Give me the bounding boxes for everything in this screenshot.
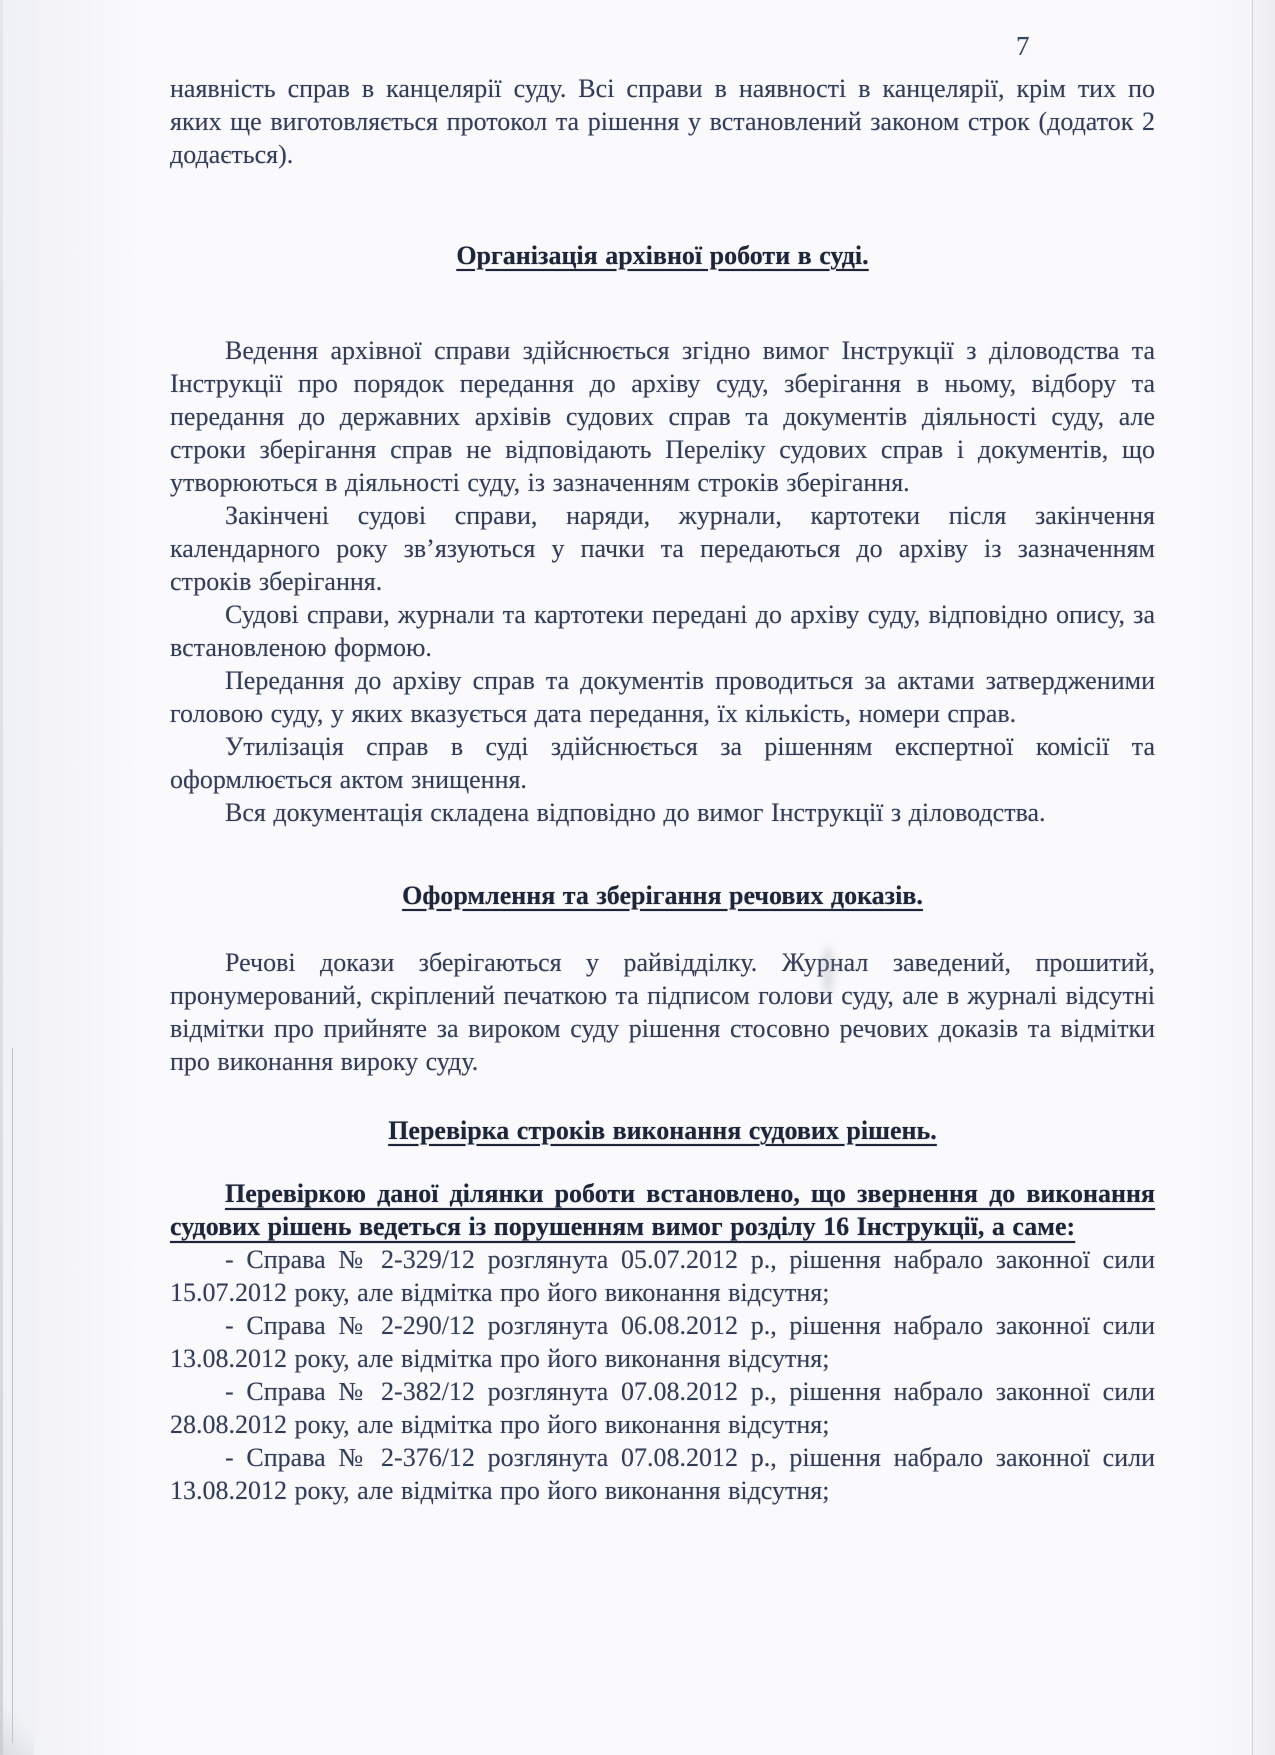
paragraph: Передання до архіву справ та документів проводиться за актами затвердженими головою суду, у яких вказується дата передання, їх кількість, номери справ. <box>170 666 1155 728</box>
paragraph: Закінчені судові справи, наряди, журнали, картотеки після закінчення календарного року зв’язуються у пачки та передаються до архіву із зазначенням строків зберігання. <box>170 501 1155 596</box>
paragraph: Вся документація складена відповідно до вимог Інструкції з діловодства. <box>225 798 1046 827</box>
paragraph: Судові справи, журнали та картотеки передані до архіву суду, відповідно опису, за встановленою формою. <box>170 600 1155 662</box>
case-item: - Справа № 2-329/12 розглянута 05.07.2012 р., рішення набрало законної сили 15.07.2012 року, але відмітка про його виконання відсутня; <box>170 1245 1155 1307</box>
section-heading-archive-work: Організація архівної роботи в суді. <box>456 241 869 270</box>
case-item: - Справа № 2-382/12 розглянута 07.08.2012 р., рішення набрало законної сили 28.08.2012 року, але відмітка про його виконання відсутня; <box>170 1377 1155 1439</box>
page-number: 7 <box>1016 31 1030 61</box>
case-item: - Справа № 2-290/12 розглянута 06.08.2012 р., рішення набрало законної сили 13.08.2012 року, але відмітка про його виконання відсутня; <box>170 1311 1155 1373</box>
case-item: - Справа № 2-376/12 розглянута 07.08.2012 р., рішення набрало законної сили 13.08.2012 року, але відмітка про його виконання відсутня; <box>170 1443 1155 1505</box>
section-heading-execution-terms: Перевірка строків виконання судових рішень. <box>388 1116 937 1145</box>
intro-paragraph: наявність справ в канцелярії суду. Всі справи в наявності в канцелярії, крім тих по яких ще виготовляється протокол та рішення у встановлений законом строк (додаток 2 додається). <box>170 74 1155 169</box>
section-heading-material-evidence: Оформлення та зберігання речових доказів. <box>402 881 923 910</box>
violations-lead-paragraph: Перевіркою даної ділянки роботи встановлено, що звернення до виконання судових рішень ведеться із порушенням вимог розділу 16 Інструкції, а саме: <box>170 1179 1155 1241</box>
scan-artifact-corner-shadow <box>0 1685 34 1755</box>
paragraph: Ведення архівної справи здійснюється згідно вимог Інструкції з діловодства та Інструкції про порядок передання до архіву суду, зберігання в ньому, відбору та передання до державних архівів судових справ та документів діяльності суду, але строки зберігання справ не відповідають Переліку судових справ і документів, що утворюються в діяльності суду, із зазначенням строків зберігання. <box>170 336 1155 497</box>
paragraph: Речові докази зберігаються у райвідділку. Журнал заведений, прошитий, пронумерований, скріплений печаткою та підписом голови суду, але в журналі відсутні відмітки про прийняте за вироком суду рішення стосовно речових доказів та відмітки про виконання вироку суду. <box>170 948 1155 1076</box>
paragraph: Утилізація справ в суді здійснюється за рішенням експертної комісії та оформлюється актом знищення. <box>170 732 1155 794</box>
